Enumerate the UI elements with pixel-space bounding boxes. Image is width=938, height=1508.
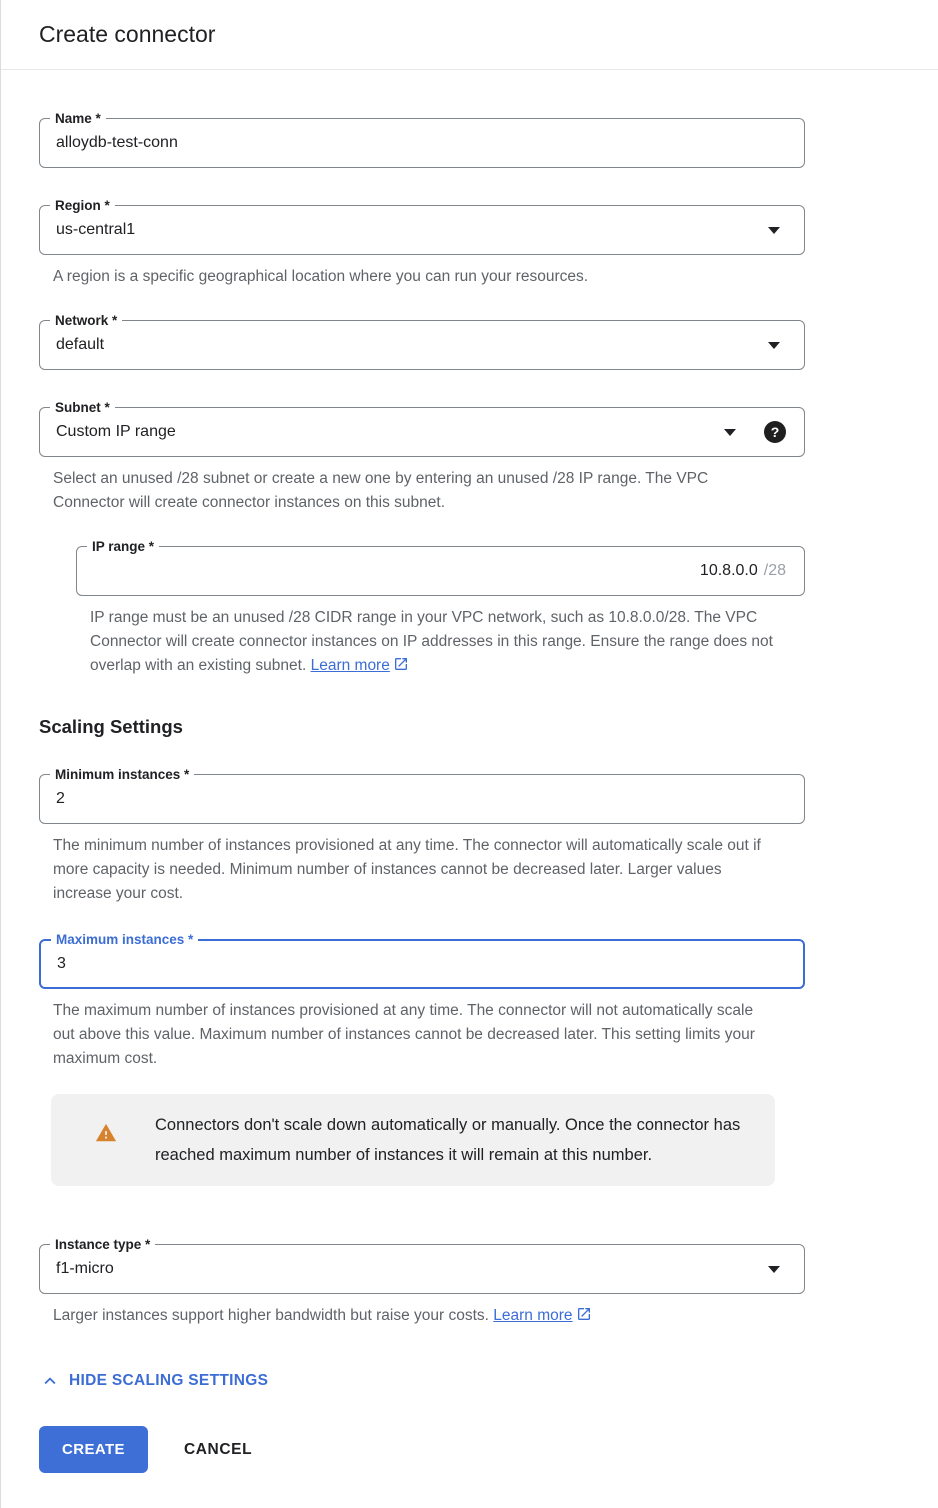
max-instances-field-label: Maximum instances * xyxy=(51,930,198,949)
instance-type-helper-body: Larger instances support higher bandwidth but raise your costs. xyxy=(53,1307,494,1324)
subnet-field-label: Subnet * xyxy=(50,398,115,417)
ip-range-value[interactable]: 10.8.0.0 xyxy=(699,562,758,579)
instance-type-field-group xyxy=(39,1237,805,1328)
page-title: Create connector xyxy=(39,21,216,47)
network-field-group xyxy=(39,313,805,370)
name-field-value[interactable]: alloydb-test-conn xyxy=(56,134,178,151)
open-in-new-icon[interactable] xyxy=(393,656,409,672)
region-selected-value: us-central1 xyxy=(56,221,136,238)
network-selected-value: default xyxy=(56,336,105,353)
chevron-up-icon xyxy=(39,1370,61,1392)
scaling-settings-heading: Scaling Settings xyxy=(39,716,183,737)
warning-banner xyxy=(51,1094,775,1186)
hide-scaling-settings-label: HIDE SCALING SETTINGS xyxy=(69,1372,269,1389)
ip-range-suffix: /28 xyxy=(763,562,786,579)
name-field-label: Name * xyxy=(50,109,106,128)
instance-type-learn-more-link[interactable]: Learn more xyxy=(493,1307,573,1324)
network-field-label: Network * xyxy=(50,311,122,330)
warning-text: Connectors don't scale down automatically or manually. Once the connector has reached maximum number of instances it will remain at this number. xyxy=(155,1116,741,1164)
ip-range-field[interactable] xyxy=(76,539,805,596)
max-instances-field[interactable] xyxy=(39,932,805,989)
min-instances-field-label: Minimum instances * xyxy=(50,765,194,784)
ip-range-learn-more-link[interactable]: Learn more xyxy=(310,657,390,674)
network-select[interactable] xyxy=(39,313,805,370)
ip-range-helper-text xyxy=(90,606,790,678)
chevron-down-icon[interactable] xyxy=(768,1266,780,1273)
subnet-field-group xyxy=(39,400,805,515)
subnet-select[interactable] xyxy=(39,400,805,457)
open-in-new-icon[interactable] xyxy=(576,1306,592,1322)
min-instances-value[interactable]: 2 xyxy=(56,790,65,807)
warning-triangle-icon xyxy=(95,1122,117,1144)
cancel-button[interactable]: CANCEL xyxy=(183,1440,253,1458)
max-instances-helper-text: The maximum number of instances provisioned at any time. The connector will not automatically scale out above this value. Maximum number of instances cannot be decreased later. This setting limits your maximum cost. xyxy=(53,1002,755,1067)
ip-range-helper-body: IP range must be an unused /28 CIDR range in your VPC network, such as 10.8.0.0/28. The VPC Connector will create connector instances on IP addresses in this range. Ensure the range does not overlap with an existing subnet. xyxy=(90,609,773,674)
instance-type-selected-value: f1-micro xyxy=(56,1260,114,1277)
instance-type-field-label: Instance type * xyxy=(50,1235,155,1254)
min-instances-helper-text: The minimum number of instances provisioned at any time. The connector will automatically scale out if more capacity is needed. Minimum number of instances cannot be decreased later. Larger values increase your cost. xyxy=(53,837,761,902)
min-instances-field-group xyxy=(39,767,805,906)
region-helper-text: A region is a specific geographical location where you can run your resources. xyxy=(53,268,589,285)
region-field-label: Region * xyxy=(50,196,115,215)
ip-range-field-label: IP range * xyxy=(87,537,159,556)
hide-scaling-settings-toggle[interactable] xyxy=(39,1370,268,1392)
subnet-helper-text: Select an unused /28 subnet or create a new one by entering an unused /28 IP range. The VPC Connector will create connector instances on this subnet. xyxy=(53,470,709,511)
form-content xyxy=(1,70,938,1473)
ip-range-field-group xyxy=(76,539,805,678)
instance-type-helper-text xyxy=(53,1304,805,1328)
name-field-group xyxy=(39,111,805,168)
chevron-down-icon[interactable] xyxy=(724,429,736,436)
instance-type-select[interactable] xyxy=(39,1237,805,1294)
chevron-down-icon[interactable] xyxy=(768,342,780,349)
region-field-group xyxy=(39,198,805,289)
subnet-selected-value: Custom IP range xyxy=(56,423,176,440)
max-instances-value[interactable]: 3 xyxy=(57,955,66,972)
chevron-down-icon[interactable] xyxy=(768,227,780,234)
help-icon[interactable]: ? xyxy=(764,421,786,443)
max-instances-field-group xyxy=(39,932,805,1071)
name-field[interactable] xyxy=(39,111,805,168)
panel-header xyxy=(1,0,938,70)
create-button[interactable]: CREATE xyxy=(39,1426,148,1473)
region-select[interactable] xyxy=(39,198,805,255)
action-buttons-row xyxy=(39,1426,805,1473)
min-instances-field[interactable] xyxy=(39,767,805,824)
